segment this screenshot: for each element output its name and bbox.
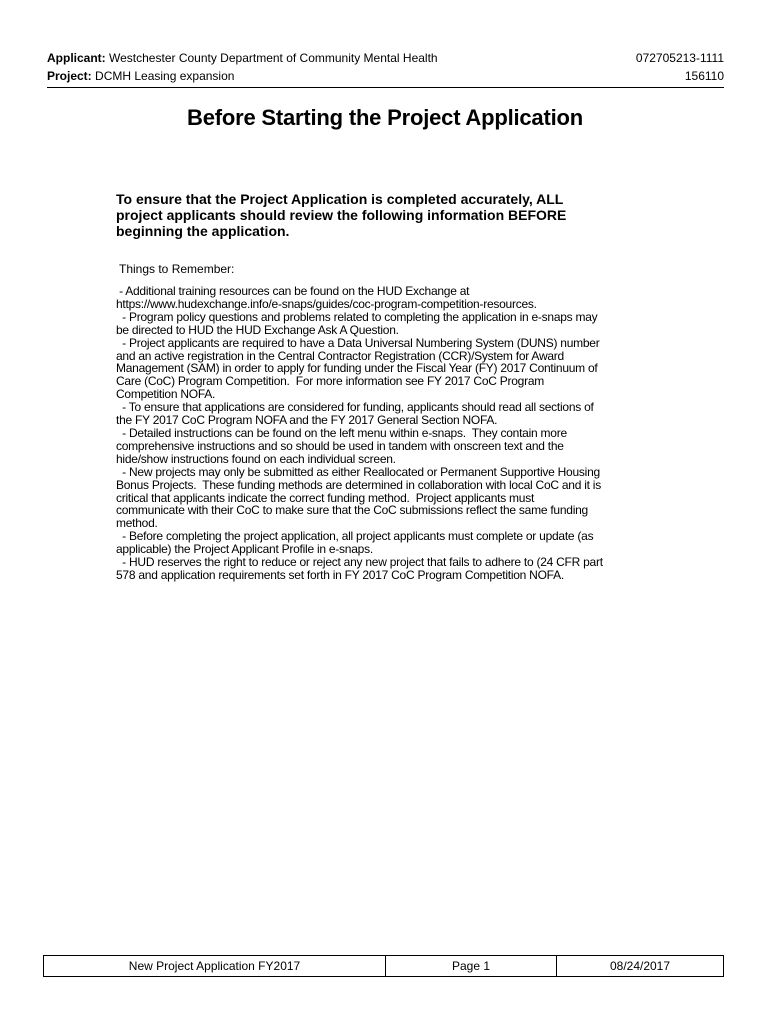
applicant-id: 072705213-1111 xyxy=(635,51,724,65)
footer-document-name: New Project Application FY2017 xyxy=(44,956,386,976)
instruction-line: - Detailed instructions can be found on the left menu within e-snaps. They contain more xyxy=(116,425,567,440)
things-to-remember-label: Things to Remember: xyxy=(119,262,235,276)
instruction-line: be directed to HUD the HUD Exchange Ask A Question. xyxy=(116,322,399,337)
page-footer xyxy=(43,955,724,977)
applicant-label: Applicant: xyxy=(47,51,106,65)
instruction-line: 578 and application requirements set forth in FY 2017 CoC Program Competition NOFA. xyxy=(116,567,564,582)
instructions-text xyxy=(116,285,666,582)
instruction-line: - To ensure that applications are considered for funding, applicants should read all sections of xyxy=(116,400,594,415)
intro-line: project applicants should review the following information BEFORE xyxy=(116,207,567,223)
instruction-line: method. xyxy=(116,516,158,531)
instruction-line: hide/show instructions found on each individual screen. xyxy=(116,451,396,466)
instruction-line: the FY 2017 CoC Program NOFA and the FY 2017 General Section NOFA. xyxy=(116,413,498,428)
instruction-line: - New projects may only be submitted as either Reallocated or Permanent Supportive Housing xyxy=(116,464,600,479)
instruction-line: - Additional training resources can be found on the HUD Exchange at xyxy=(116,284,470,298)
instruction-line: - Project applicants are required to have a Data Universal Numbering System (DUNS) number xyxy=(116,335,600,350)
instruction-line: communicate with their CoC to make sure that the CoC submissions reflect the same funding xyxy=(116,503,588,518)
project-name: DCMH Leasing expansion xyxy=(95,69,235,83)
applicant-name: Westchester County Department of Community Mental Health xyxy=(109,51,438,65)
page-title: Before Starting the Project Application xyxy=(187,105,583,130)
instruction-line: Management (SAM) in order to apply for funding under the Fiscal Year (FY) 2017 Continuum of xyxy=(116,361,598,376)
instruction-line: and an active registration in the Central Contractor Registration (CCR)/System for Award xyxy=(116,348,564,363)
project-row xyxy=(47,67,724,85)
page-header xyxy=(47,49,724,88)
instruction-line: Competition NOFA. xyxy=(116,387,216,402)
intro-paragraph xyxy=(116,191,616,239)
instruction-line: Care (CoC) Program Competition. For more information see FY 2017 CoC Program xyxy=(116,374,545,389)
applicant-row xyxy=(47,49,724,67)
instruction-line: https://www.hudexchange.info/e-snaps/guides/coc-program-competition-resources. xyxy=(116,296,537,311)
footer-date: 08/24/2017 xyxy=(609,959,671,973)
instruction-line: - Program policy questions and problems related to completing the application in e-snaps may xyxy=(116,309,598,324)
intro-line: To ensure that the Project Application is completed accurately, ALL xyxy=(116,191,564,207)
instruction-line: comprehensive instructions and so should be used in tandem with onscreen text and the xyxy=(116,438,564,453)
instruction-line: - Before completing the project application, all project applicants must complete or update (as xyxy=(116,529,594,544)
intro-line: beginning the application. xyxy=(116,223,290,239)
project-label: Project: xyxy=(47,69,92,83)
instruction-line: critical that applicants indicate the correct funding method. Project applicants must xyxy=(116,490,535,505)
instruction-line: applicable) the Project Applicant Profile in e-snaps. xyxy=(116,542,373,557)
footer-page-number: Page 1 xyxy=(386,956,557,976)
project-id: 156110 xyxy=(684,69,724,83)
instruction-line: Bonus Projects. These funding methods are determined in collaboration with local CoC and it is xyxy=(116,477,601,492)
instruction-line: - HUD reserves the right to reduce or reject any new project that fails to adhere to (24 CFR part xyxy=(116,555,603,570)
